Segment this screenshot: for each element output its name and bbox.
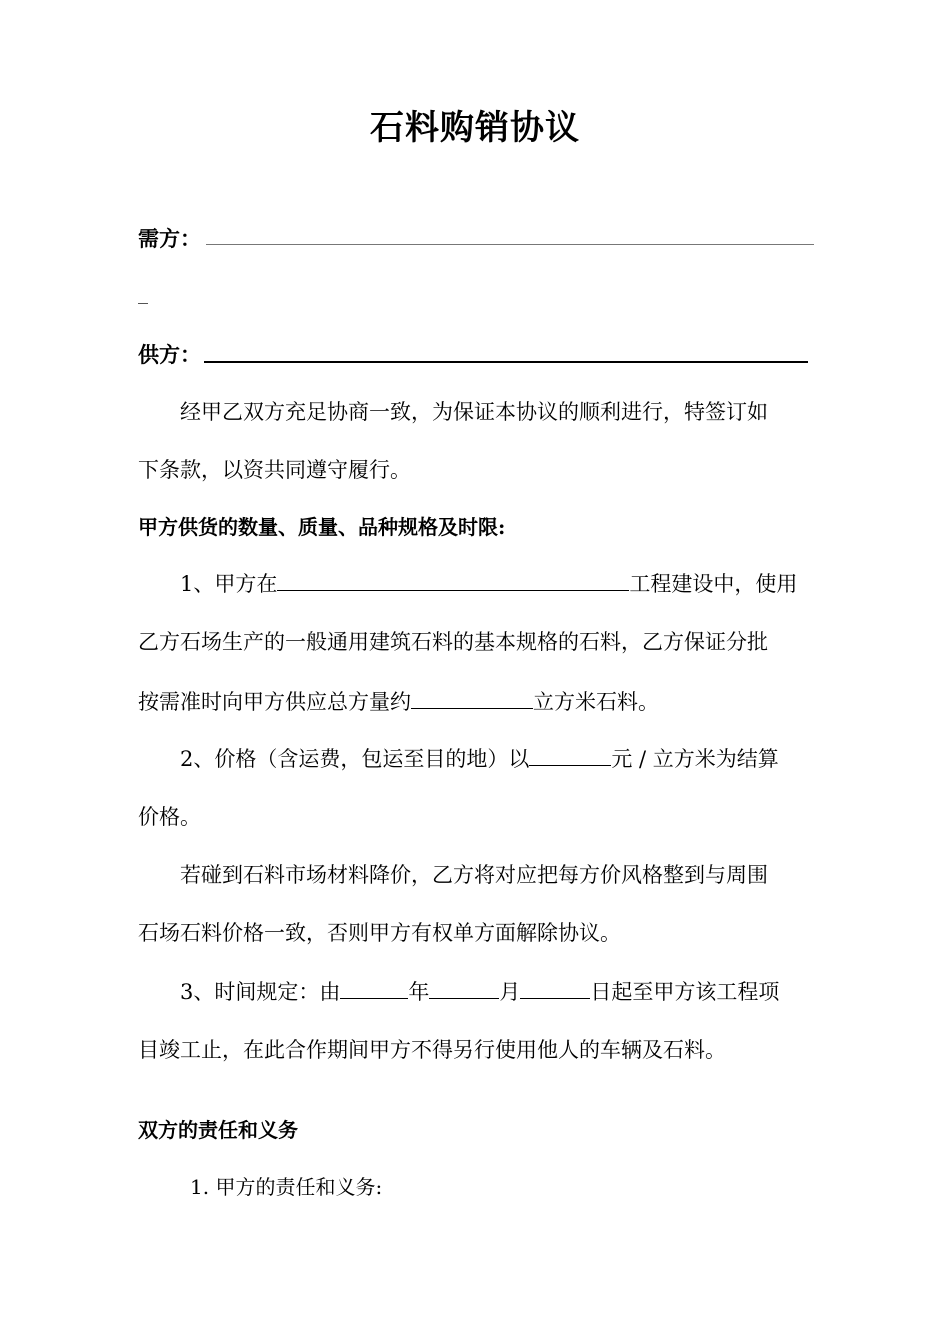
item2-line2: 价格。: [138, 805, 201, 829]
price-adjust-line1: 若碰到石料市场材料降价，乙方将对应把每方价风格整到与周围: [180, 863, 768, 887]
year-blank[interactable]: [340, 976, 408, 999]
day-blank[interactable]: [520, 976, 590, 999]
section-heading-supply: 甲方供货的数量、质量、品种规格及时限:: [138, 515, 506, 539]
item2-prefix: 2、价格（含运费，包运至目的地）以: [180, 747, 530, 771]
item3-prefix: 3、时间规定：由: [180, 980, 341, 1004]
quantity-blank[interactable]: [411, 686, 533, 709]
document-title: 石料购销协议: [370, 108, 580, 148]
item3-line1: [180, 976, 779, 1007]
month-blank[interactable]: [429, 976, 499, 999]
item1-line3-suffix: 立方米石料。: [533, 690, 659, 714]
item1-line1: [180, 568, 797, 599]
item2-suffix: 元 / 立方米为结算: [611, 747, 779, 771]
item1-line3-prefix: 按需准时向甲方供应总方量约: [138, 690, 411, 714]
project-name-blank[interactable]: [277, 568, 629, 591]
supplier-label: 供方：: [138, 342, 201, 367]
item1-prefix: 1、甲方在: [180, 572, 278, 596]
buyer-line: [138, 224, 201, 254]
subsection-party-a: 1. 甲方的责任和义务:: [190, 1175, 383, 1199]
item1-line3: [138, 686, 659, 717]
buyer-blank[interactable]: [206, 244, 814, 245]
price-blank[interactable]: [529, 743, 611, 766]
intro-text-2: 下条款，以资共同遵守履行。: [138, 458, 411, 482]
supplier-blank[interactable]: [204, 361, 808, 363]
price-adjust-line2: 石场石料价格一致，否则甲方有权单方面解除协议。: [138, 921, 621, 945]
year-label: 年: [408, 980, 430, 1004]
buyer-blank-overflow: [138, 303, 148, 304]
item2-line1: [180, 743, 779, 774]
item1-suffix: 工程建设中，使用: [629, 572, 798, 596]
month-label: 月: [499, 980, 521, 1004]
item3-line2: 目竣工止，在此合作期间甲方不得另行使用他人的车辆及石料。: [138, 1038, 726, 1062]
supplier-line: [138, 340, 201, 370]
item1-line2: 乙方石场生产的一般通用建筑石料的基本规格的石料，乙方保证分批: [138, 630, 768, 654]
intro-text-1: 经甲乙双方充足协商一致，为保证本协议的顺利进行，特签订如: [180, 400, 768, 424]
item3-suffix: 日起至甲方该工程项: [590, 980, 780, 1004]
buyer-label: 需方：: [138, 226, 201, 251]
section-heading-responsibilities: 双方的责任和义务: [138, 1118, 298, 1142]
